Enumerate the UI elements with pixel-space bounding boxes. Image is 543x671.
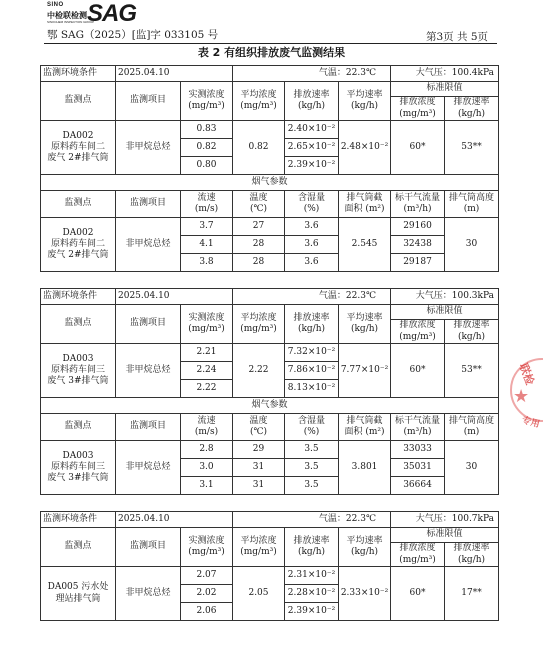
temp-value: 28 bbox=[233, 254, 285, 272]
measured-value: 2.06 bbox=[181, 603, 233, 621]
col-header-limit-rate: 排放速率 (kg/h) bbox=[445, 97, 499, 121]
col-header-limit-conc: 排放浓度 (mg/m³) bbox=[391, 320, 445, 344]
env-temp: 气温：22.3℃ bbox=[233, 66, 391, 82]
monitoring-item: 非甲烷总烃 bbox=[116, 218, 181, 272]
results-table-da005 bbox=[40, 511, 499, 621]
col-header-limit-rate: 排放速率 (kg/h) bbox=[445, 320, 499, 344]
std-flow-value: 33033 bbox=[391, 441, 445, 459]
temp-value: 29 bbox=[233, 441, 285, 459]
col-header-height: 排气筒高度 (m) bbox=[445, 414, 499, 441]
rate-value: 2.40×10⁻² bbox=[285, 121, 339, 139]
rate-value: 8.13×10⁻² bbox=[285, 380, 339, 398]
logo-sag: SAG bbox=[87, 0, 137, 27]
col-header-avg: 平均浓度 (mg/m³) bbox=[233, 82, 285, 121]
table-title: 表 2 有组织排放废气监测结果 bbox=[197, 46, 346, 59]
env-label: 监测环境条件 bbox=[41, 512, 116, 528]
col-header-rate: 排放速率 (kg/h) bbox=[285, 305, 339, 344]
rate-value: 2.65×10⁻² bbox=[285, 139, 339, 157]
env-date: 2025.04.10 bbox=[116, 289, 233, 305]
logo-sino-text: SINO bbox=[47, 2, 64, 8]
env-pressure: 大气压：100.3kPa bbox=[391, 289, 499, 305]
flow-value: 3.0 bbox=[181, 459, 233, 477]
measured-value: 0.83 bbox=[181, 121, 233, 139]
col-header-point: 监测点 bbox=[41, 191, 116, 218]
height-value: 30 bbox=[445, 218, 499, 272]
limit-conc-value: 60* bbox=[391, 567, 445, 621]
monitoring-item: 非甲烷总烃 bbox=[116, 567, 181, 621]
col-header-measured: 实测浓度 (mg/m³) bbox=[181, 82, 233, 121]
monitoring-point: DA003 原料药车间三 废气 3#排气筒 bbox=[41, 441, 116, 495]
col-header-item: 监测项目 bbox=[116, 305, 181, 344]
measured-value: 2.22 bbox=[181, 380, 233, 398]
temp-value: 31 bbox=[233, 459, 285, 477]
std-flow-value: 36664 bbox=[391, 477, 445, 495]
document-number: 鄂 SAG（2025）[监]字 033105 号 bbox=[47, 29, 219, 41]
col-header-rate: 排放速率 (kg/h) bbox=[285, 528, 339, 567]
col-header-std-flow: 标干气流量 (m³/h) bbox=[391, 414, 445, 441]
flue-gas-params-heading: 烟气参数 bbox=[41, 175, 499, 191]
col-header-point: 监测点 bbox=[41, 82, 116, 121]
env-pressure: 大气压：100.7kPa bbox=[391, 512, 499, 528]
col-header-limit-rate: 排放速率 (kg/h) bbox=[445, 543, 499, 567]
limit-conc-value: 60* bbox=[391, 344, 445, 398]
col-header-limit: 标准限值 bbox=[391, 528, 499, 543]
area-value: 3.801 bbox=[339, 441, 391, 495]
rate-value: 7.86×10⁻² bbox=[285, 362, 339, 380]
col-header-temp: 温度 (℃) bbox=[233, 191, 285, 218]
avg-value: 0.82 bbox=[233, 121, 285, 175]
col-header-point: 监测点 bbox=[41, 414, 116, 441]
col-header-limit-conc: 排放浓度 (mg/m³) bbox=[391, 543, 445, 567]
col-header-item: 监测项目 bbox=[116, 82, 181, 121]
rate-value: 2.39×10⁻² bbox=[285, 603, 339, 621]
col-header-height: 排气筒高度 (m) bbox=[445, 191, 499, 218]
limit-rate-value: 53** bbox=[445, 121, 499, 175]
col-header-moisture: 含湿量 (%) bbox=[285, 191, 339, 218]
avg-value: 2.05 bbox=[233, 567, 285, 621]
env-label: 监测环境条件 bbox=[41, 66, 116, 82]
measured-value: 0.80 bbox=[181, 157, 233, 175]
col-header-limit-conc: 排放浓度 (mg/m³) bbox=[391, 97, 445, 121]
temp-value: 27 bbox=[233, 218, 285, 236]
env-label: 监测环境条件 bbox=[41, 289, 116, 305]
flow-value: 3.8 bbox=[181, 254, 233, 272]
measured-value: 0.82 bbox=[181, 139, 233, 157]
env-date: 2025.04.10 bbox=[116, 66, 233, 82]
flow-value: 2.8 bbox=[181, 441, 233, 459]
rate-value: 2.39×10⁻² bbox=[285, 157, 339, 175]
env-pressure: 大气压：100.4kPa bbox=[391, 66, 499, 82]
monitoring-point: DA005 污水处 理站排气筒 bbox=[41, 567, 116, 621]
env-date: 2025.04.10 bbox=[116, 512, 233, 528]
col-header-avg: 平均浓度 (mg/m³) bbox=[233, 528, 285, 567]
col-header-area: 排气筒截 面积 (m²) bbox=[339, 191, 391, 218]
col-header-avg-rate: 平均速率 (kg/h) bbox=[339, 305, 391, 344]
results-table-da003 bbox=[40, 288, 499, 495]
monitoring-item: 非甲烷总烃 bbox=[116, 344, 181, 398]
height-value: 30 bbox=[445, 441, 499, 495]
logo-chinese-text: 中检联检测 bbox=[47, 11, 87, 20]
area-value: 2.545 bbox=[339, 218, 391, 272]
seal-star-icon: ★ bbox=[513, 386, 530, 407]
limit-rate-value: 17** bbox=[445, 567, 499, 621]
col-header-item: 监测项目 bbox=[116, 414, 181, 441]
avg-rate-value: 2.48×10⁻² bbox=[339, 121, 391, 175]
temp-value: 28 bbox=[233, 236, 285, 254]
col-header-point: 监测点 bbox=[41, 528, 116, 567]
monitoring-point: DA002 原料药车间二 废气 2#排气筒 bbox=[41, 218, 116, 272]
std-flow-value: 29187 bbox=[391, 254, 445, 272]
monitoring-point: DA003 原料药车间三 废气 3#排气筒 bbox=[41, 344, 116, 398]
flue-gas-params-heading: 烟气参数 bbox=[41, 398, 499, 414]
moisture-value: 3.5 bbox=[285, 459, 339, 477]
col-header-avg: 平均浓度 (mg/m³) bbox=[233, 305, 285, 344]
rate-value: 2.28×10⁻² bbox=[285, 585, 339, 603]
moisture-value: 3.5 bbox=[285, 477, 339, 495]
results-table-da002 bbox=[40, 65, 499, 272]
measured-value: 2.07 bbox=[181, 567, 233, 585]
flow-value: 3.7 bbox=[181, 218, 233, 236]
col-header-temp: 温度 (℃) bbox=[233, 414, 285, 441]
moisture-value: 3.5 bbox=[285, 441, 339, 459]
col-header-avg-rate: 平均速率 (kg/h) bbox=[339, 528, 391, 567]
moisture-value: 3.6 bbox=[285, 236, 339, 254]
monitoring-point: DA002 原料药车间二 废气 2#排气筒 bbox=[41, 121, 116, 175]
avg-rate-value: 2.33×10⁻² bbox=[339, 567, 391, 621]
std-flow-value: 29160 bbox=[391, 218, 445, 236]
monitoring-item: 非甲烷总烃 bbox=[116, 121, 181, 175]
std-flow-value: 32438 bbox=[391, 236, 445, 254]
flow-value: 3.1 bbox=[181, 477, 233, 495]
monitoring-item: 非甲烷总烃 bbox=[116, 441, 181, 495]
temp-value: 31 bbox=[233, 477, 285, 495]
measured-value: 2.02 bbox=[181, 585, 233, 603]
moisture-value: 3.6 bbox=[285, 254, 339, 272]
col-header-measured: 实测浓度 (mg/m³) bbox=[181, 305, 233, 344]
col-header-measured: 实测浓度 (mg/m³) bbox=[181, 528, 233, 567]
env-temp: 气温：22.3℃ bbox=[233, 512, 391, 528]
col-header-moisture: 含湿量 (%) bbox=[285, 414, 339, 441]
col-header-limit: 标准限值 bbox=[391, 305, 499, 320]
col-header-rate: 排放速率 (kg/h) bbox=[285, 82, 339, 121]
page-info: 第3页 共 5页 bbox=[426, 31, 489, 43]
measured-value: 2.24 bbox=[181, 362, 233, 380]
limit-rate-value: 53** bbox=[445, 344, 499, 398]
env-temp: 气温：22.3℃ bbox=[233, 289, 391, 305]
flow-value: 4.1 bbox=[181, 236, 233, 254]
col-header-item: 监测项目 bbox=[116, 528, 181, 567]
col-header-flow: 流速 (m/s) bbox=[181, 414, 233, 441]
seal-stamp-text-top: 联检 bbox=[516, 361, 537, 387]
logo-subtitle: SINOCHEM INSPECTION GROUP bbox=[47, 20, 95, 24]
moisture-value: 3.6 bbox=[285, 218, 339, 236]
seal-stamp-text-bottom: 专用 bbox=[520, 415, 541, 431]
avg-rate-value: 7.77×10⁻² bbox=[339, 344, 391, 398]
col-header-std-flow: 标干气流量 (m³/h) bbox=[391, 191, 445, 218]
col-header-point: 监测点 bbox=[41, 305, 116, 344]
col-header-avg-rate: 平均速率 (kg/h) bbox=[339, 82, 391, 121]
col-header-flow: 流速 (m/s) bbox=[181, 191, 233, 218]
limit-conc-value: 60* bbox=[391, 121, 445, 175]
rate-value: 7.32×10⁻² bbox=[285, 344, 339, 362]
col-header-area: 排气筒截 面积 (m²) bbox=[339, 414, 391, 441]
measured-value: 2.21 bbox=[181, 344, 233, 362]
avg-value: 2.22 bbox=[233, 344, 285, 398]
col-header-limit: 标准限值 bbox=[391, 82, 499, 97]
std-flow-value: 35031 bbox=[391, 459, 445, 477]
page-header bbox=[0, 0, 543, 48]
rate-value: 2.31×10⁻² bbox=[285, 567, 339, 585]
col-header-item: 监测项目 bbox=[116, 191, 181, 218]
